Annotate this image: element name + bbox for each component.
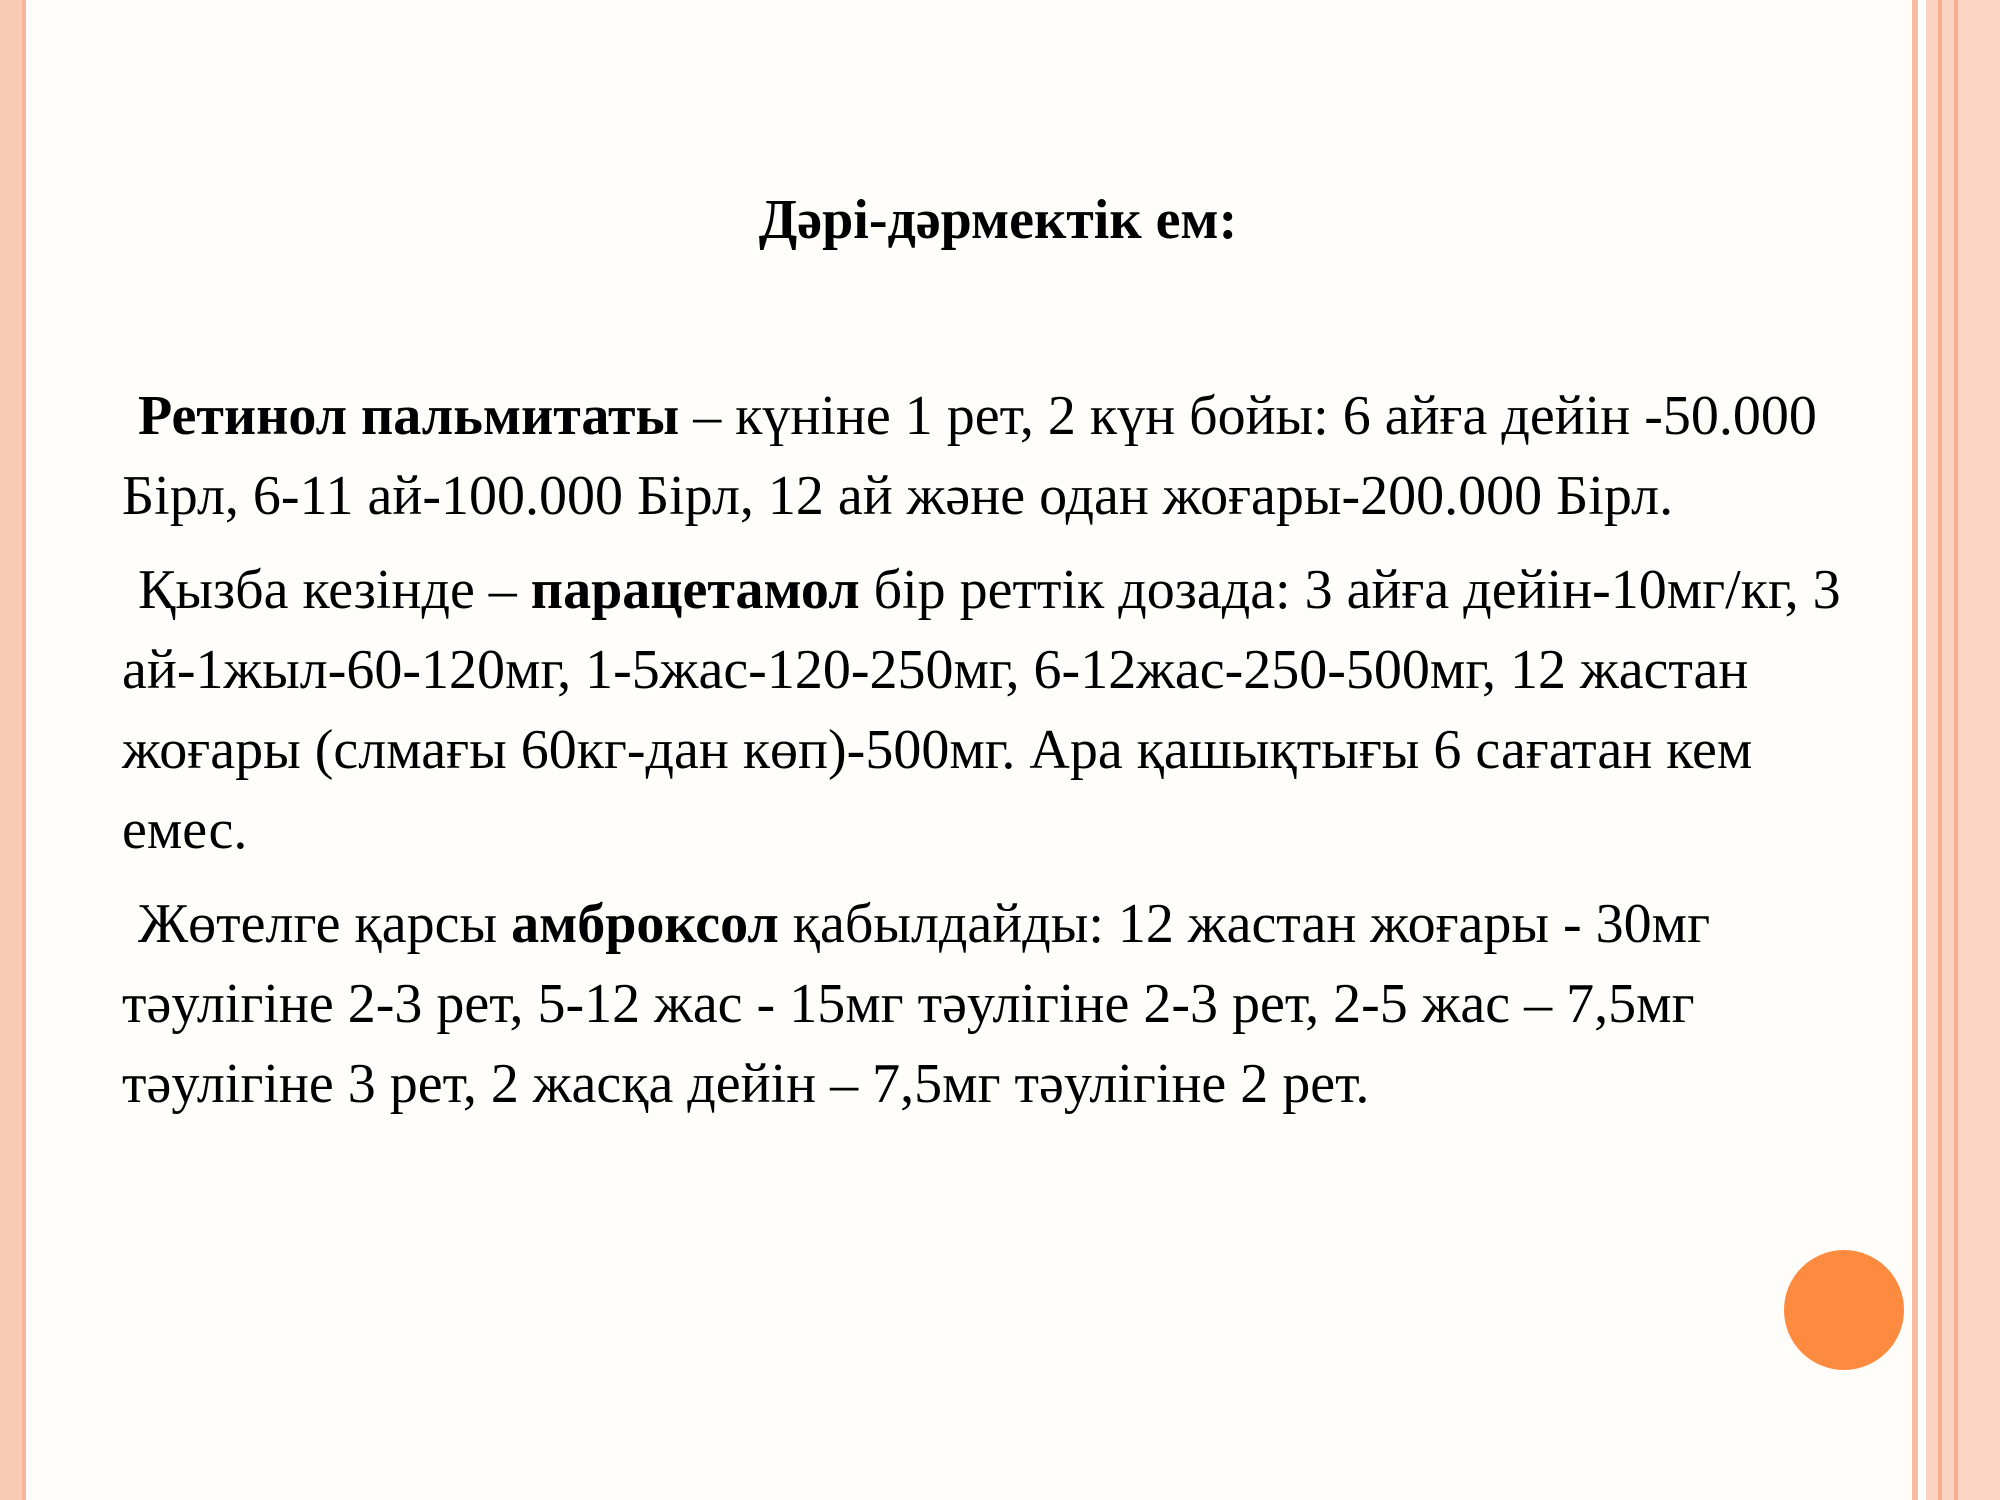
drug-name-paracetamol: парацетамол — [530, 559, 860, 621]
slide-title — [0, 183, 2000, 257]
paragraph-lead: Қызба кезінде – — [138, 559, 531, 621]
paragraph-paracetamol — [122, 550, 1862, 870]
paragraph-ambroxol — [122, 884, 1862, 1124]
paragraph-text: қабылдайды: 12 жастан жоғары - 30мг тәулігіне 2-3 рет, 5-12 жас - 15мг тәулігіне 2-3 рет, 2-5 жас – 7,5мг тәулігіне 3 рет, 2 жасқа дейін – 7,5мг тәулігіне 2 рет. — [122, 893, 1711, 1115]
slide-title-text: Дәрі-дәрмектік ем: — [758, 189, 1238, 251]
slide-body — [122, 376, 1862, 1138]
paragraph-text: – күніне 1 рет, 2 күн бойы: 6 айға дейін -50.000 Бірл, 6-11 ай-100.000 Бірл, 12 ай және одан жоғары-200.000 Бірл. — [122, 385, 1817, 527]
drug-name-ambroxol: амброксол — [511, 893, 779, 955]
paragraph-retinol — [122, 376, 1862, 536]
drug-name-retinol: Ретинол пальмитаты — [138, 385, 680, 447]
paragraph-text: бір реттік дозада: 3 айға дейін-10мг/кг, 3 ай-1жыл-60-120мг, 1-5жас-120-250мг, 6-12жас-250-500мг, 12 жастан жоғары (слмағы 60кг-дан көп)-500мг. Ара қашықтығы 6 сағатан кем емес. — [122, 559, 1841, 861]
accent-circle — [1784, 1250, 1904, 1370]
paragraph-lead: Жөтелге қарсы — [138, 893, 512, 955]
